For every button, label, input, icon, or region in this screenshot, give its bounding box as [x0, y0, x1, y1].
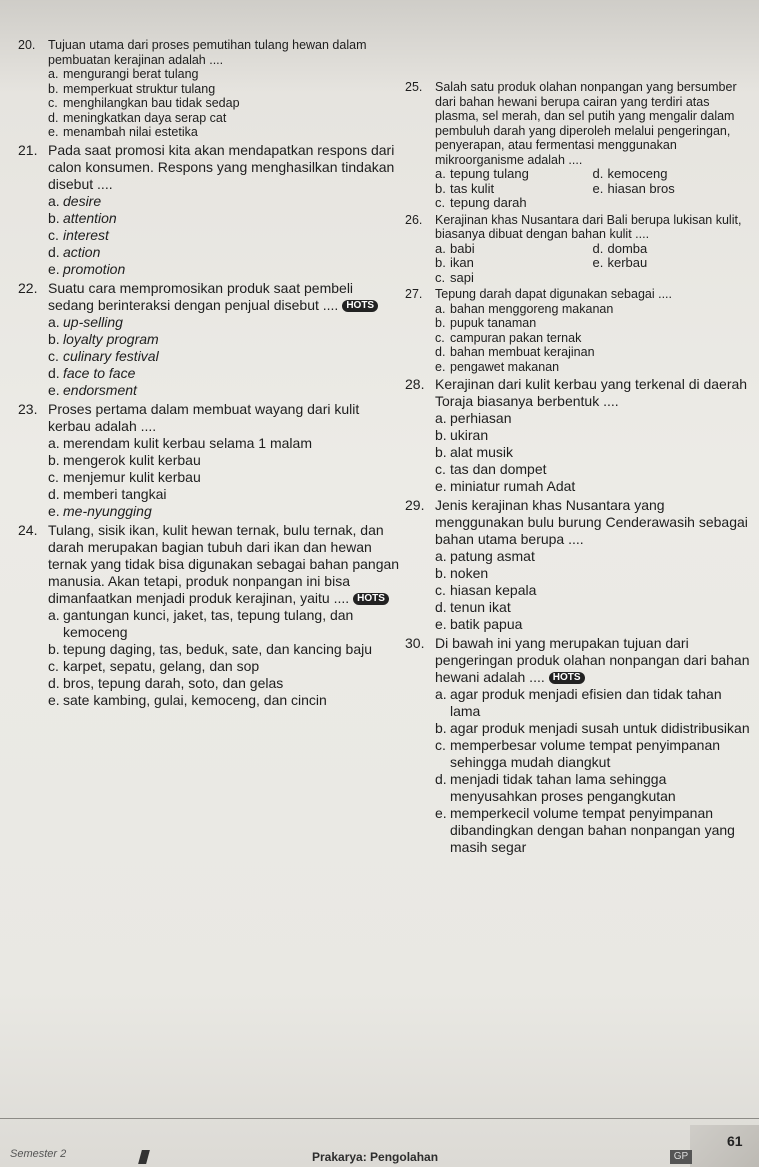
footer-divider	[0, 1118, 759, 1119]
option-letter: b.	[435, 180, 446, 196]
option-text: promotion	[63, 260, 126, 277]
option-letter: c.	[48, 657, 59, 674]
option-letter: e.	[435, 359, 446, 374]
answer-option	[435, 686, 750, 720]
answer-option	[48, 96, 400, 111]
option-text: bahan menggoreng makanan	[450, 301, 614, 316]
question-25	[405, 80, 750, 211]
option-letter: a.	[48, 313, 60, 330]
option-letter: a.	[435, 240, 446, 256]
question-number: 27.	[405, 287, 423, 301]
option-letter: c.	[435, 269, 446, 285]
answer-options	[18, 607, 400, 709]
left-column	[18, 38, 400, 711]
option-letter: a.	[48, 434, 60, 451]
option-text: pupuk tanaman	[450, 316, 537, 330]
option-text: action	[63, 243, 101, 260]
question-stem	[18, 280, 400, 314]
option-text: mengurangi berat tulang	[63, 67, 199, 81]
option-letter: b.	[435, 427, 447, 443]
question-text-content: Salah satu produk olahan nonpangan yang bersumber dari bahan hewani berupa cairan yang terdiri atas plasma, sel merah, dan sel putih yang mengalir dalam pembuluh darah yang diperoleh melalui pengeringan, penyerapan, atau fermentasi menggunakan mikroorganisme adalah ....	[435, 80, 737, 167]
option-letter: c.	[48, 226, 59, 243]
question-text-content: Pada saat promosi kita akan mendapatkan respons dari calon konsumen. Respons yang menghasilkan tindakan disebut ....	[48, 141, 395, 192]
option-text: agar produk menjadi efisien dan tidak tahan lama	[450, 686, 722, 719]
option-text: batik papua	[450, 616, 523, 632]
answer-option	[48, 244, 400, 261]
option-letter: c.	[48, 347, 59, 364]
question-text	[435, 497, 750, 548]
answer-option	[593, 256, 751, 271]
option-letter: d.	[48, 364, 60, 381]
hots-badge: HOTS	[342, 300, 378, 312]
question-number: 26.	[405, 212, 423, 227]
option-text: memperkuat struktur tulang	[63, 81, 216, 96]
option-text: miniatur rumah Adat	[450, 478, 576, 494]
question-stem	[405, 287, 750, 302]
answer-options	[405, 686, 750, 856]
question-number: 20.	[18, 38, 36, 52]
option-letter: a.	[435, 301, 446, 316]
option-text: kemoceng	[607, 166, 668, 181]
question-text	[48, 142, 400, 193]
option-text: menambah nilai estetika	[63, 125, 198, 139]
option-text: endorsment	[63, 381, 137, 398]
answer-options	[18, 314, 400, 399]
answer-options	[18, 193, 400, 278]
answer-option	[435, 565, 750, 582]
answer-option	[435, 331, 750, 346]
question-28	[405, 376, 750, 495]
option-text: tepung daging, tas, beduk, sate, dan kancing baju	[63, 640, 373, 657]
option-text: campuran pakan ternak	[450, 330, 582, 345]
option-letter: e.	[48, 125, 59, 139]
option-letter: b.	[48, 81, 59, 96]
option-letter: c.	[435, 582, 446, 598]
question-number: 22.	[18, 279, 38, 296]
option-text: patung asmat	[450, 548, 535, 564]
question-number: 30.	[405, 635, 425, 651]
answer-option	[435, 737, 750, 771]
option-text: hiasan bros	[607, 180, 675, 196]
answer-options	[405, 302, 750, 375]
answer-option	[435, 548, 750, 565]
question-27	[405, 287, 750, 374]
option-letter: e.	[435, 616, 447, 632]
answer-option	[48, 193, 400, 210]
question-24	[18, 522, 400, 709]
question-text-content: Kerajinan dari kulit kerbau yang terkenal di daerah Toraja biasanya berbentuk ....	[435, 376, 748, 409]
option-letter: c.	[435, 330, 445, 345]
option-text: hiasan kepala	[450, 582, 537, 598]
option-text: domba	[607, 240, 648, 256]
option-text: gantungan kunci, jaket, tas, tepung tulang, dan kemoceng	[63, 606, 354, 640]
question-text-content: Tepung darah dapat digunakan sebagai ....	[435, 287, 672, 301]
option-letter: e.	[592, 255, 604, 270]
answer-option	[48, 469, 400, 486]
option-letter: a.	[435, 686, 447, 702]
question-stem	[405, 213, 750, 242]
question-text-content: Tulang, sisik ikan, kulit hewan ternak, bulu ternak, dan darah merupakan bagian tubuh dari ikan dan hewan ternak yang tidak bisa digunakan sebagai bahan pangan manusia. Akan tetapi, produk nonpangan ini bisa dimanfaatkan menjadi produk kerajinan, yaitu ....	[48, 521, 400, 606]
question-26	[405, 213, 750, 286]
option-text: menjemur kulit kerbau	[63, 468, 201, 485]
option-letter: d.	[48, 110, 59, 125]
option-letter: d.	[48, 485, 60, 502]
answer-option	[48, 348, 400, 365]
answer-option	[48, 314, 400, 331]
option-letter: d.	[48, 674, 60, 691]
question-stem	[18, 142, 400, 193]
answer-option	[435, 316, 750, 331]
option-letter: e.	[48, 381, 60, 398]
option-letter: b.	[48, 330, 60, 347]
question-stem	[405, 376, 750, 410]
option-letter: b.	[435, 444, 447, 460]
option-text: tas dan dompet	[450, 461, 547, 477]
question-text-content: Jenis kerajinan khas Nusantara yang menggunakan bulu burung Cenderawasih sebagai bahan utama berupa ....	[435, 497, 748, 547]
option-letter: d.	[592, 240, 604, 256]
question-stem	[405, 80, 750, 167]
option-letter: d.	[435, 599, 447, 615]
option-text: agar produk menjadi susah untuk didistribusikan	[450, 720, 750, 736]
option-text: memberi tangkai	[63, 485, 167, 502]
answer-option	[48, 692, 400, 709]
answer-option	[435, 271, 593, 286]
answer-option	[48, 82, 400, 97]
question-text	[435, 635, 750, 686]
option-text: desire	[63, 192, 102, 209]
answer-options	[405, 548, 750, 633]
question-text	[48, 280, 400, 314]
option-text: pengawet makanan	[450, 359, 560, 374]
answer-options	[405, 410, 750, 495]
option-letter: b.	[435, 565, 447, 581]
option-text: memperbesar volume tempat penyimpanan sehingga mudah diangkut	[450, 737, 721, 770]
footer-semester: Semester 2	[10, 1148, 67, 1160]
hots-badge: HOTS	[353, 593, 389, 605]
answer-option	[48, 641, 400, 658]
answer-option	[48, 227, 400, 244]
question-number: 25.	[405, 80, 423, 94]
option-letter: d.	[48, 243, 60, 260]
option-text: interest	[63, 226, 109, 243]
answer-option	[48, 67, 400, 82]
option-text: merendam kulit kerbau selama 1 malam	[63, 434, 312, 451]
question-stem	[405, 497, 750, 548]
answer-option	[48, 658, 400, 675]
option-letter: b.	[48, 209, 60, 226]
option-text: babi	[450, 240, 475, 256]
answer-option	[435, 720, 750, 737]
answer-options	[18, 67, 400, 140]
question-stem	[18, 401, 400, 435]
question-number: 23.	[18, 400, 38, 417]
option-letter: c.	[435, 195, 446, 210]
answer-option	[435, 242, 593, 257]
option-letter: a.	[435, 548, 447, 564]
question-text	[435, 80, 750, 167]
answer-option	[593, 242, 751, 257]
option-letter: c.	[48, 468, 59, 485]
option-letter: b.	[435, 720, 447, 736]
footer-decoration-mark	[138, 1150, 150, 1164]
answer-option	[435, 302, 750, 317]
option-text: bros, tepung darah, soto, dan gelas	[63, 674, 284, 691]
answer-option	[48, 261, 400, 278]
option-text: sate kambing, gulai, kemoceng, dan cincin	[63, 691, 327, 708]
option-text: menjadi tidak tahan lama sehingga menyusahkan proses pengangkutan	[450, 771, 676, 804]
question-23	[18, 401, 400, 520]
option-text: noken	[450, 565, 489, 581]
page-corner-decoration	[690, 1125, 759, 1167]
answer-option	[48, 382, 400, 399]
option-text: mengerok kulit kerbau	[63, 451, 201, 468]
option-letter: c.	[435, 461, 446, 477]
question-text	[48, 38, 400, 67]
option-letter: e.	[435, 805, 447, 821]
option-letter: c.	[48, 96, 58, 110]
answer-option	[48, 125, 400, 140]
option-text: kerbau	[607, 255, 648, 270]
answer-option	[435, 410, 750, 427]
option-letter: d.	[435, 771, 447, 787]
question-21	[18, 142, 400, 278]
question-29	[405, 497, 750, 633]
option-letter: c.	[435, 737, 446, 753]
option-text: memperkecil volume tempat penyimpanan dibandingkan dengan bahan nonpangan yang masih segar	[450, 805, 735, 855]
question-text-content: Di bawah ini yang merupakan tujuan dari pengeringan produk olahan nonpangan dari bahan hewani adalah ....	[435, 635, 750, 685]
answer-option	[435, 196, 593, 211]
option-text: tas kulit	[450, 180, 495, 196]
footer-gp-logo: GP	[670, 1150, 692, 1164]
answer-options	[405, 167, 750, 211]
answer-option	[48, 503, 400, 520]
answer-option	[435, 345, 750, 360]
question-text-content: Proses pertama dalam membuat wayang dari kulit kerbau adalah ....	[48, 400, 360, 434]
option-letter: d.	[592, 166, 604, 181]
question-number: 24.	[18, 521, 38, 538]
hots-badge: HOTS	[549, 672, 585, 684]
option-text: bahan membuat kerajinan	[450, 345, 595, 359]
option-letter: e.	[48, 691, 60, 708]
option-letter: a.	[435, 410, 447, 426]
option-text: me-nyungging	[63, 502, 152, 519]
question-text	[435, 376, 750, 410]
question-stem	[18, 38, 400, 67]
answer-option	[48, 365, 400, 382]
answer-option	[435, 599, 750, 616]
option-text: ikan	[450, 255, 474, 270]
question-text	[435, 213, 750, 242]
option-text: alat musik	[450, 444, 514, 460]
right-column	[405, 80, 750, 858]
option-letter: b.	[48, 640, 60, 657]
option-letter: b.	[435, 316, 446, 330]
option-text: tepung tulang	[450, 166, 529, 181]
answer-option	[435, 461, 750, 478]
footer-book-title: Prakarya: Pengolahan	[312, 1150, 439, 1164]
option-text: tepung darah	[450, 195, 527, 210]
question-stem	[18, 522, 400, 607]
option-text: ukiran	[450, 427, 489, 443]
question-text-content: Suatu cara mempromosikan produk saat pembeli sedang berinteraksi dengan penjual disebut ....	[48, 279, 354, 313]
question-text	[48, 401, 400, 435]
answer-option	[48, 607, 400, 641]
option-text: culinary festival	[63, 347, 159, 364]
answer-option	[593, 167, 751, 182]
option-letter: a.	[435, 166, 446, 181]
answer-option	[48, 210, 400, 227]
answer-option	[435, 182, 593, 197]
question-text	[48, 522, 400, 607]
question-30	[405, 635, 750, 856]
answer-option	[435, 256, 593, 271]
option-letter: e.	[48, 502, 60, 519]
answer-options	[18, 435, 400, 520]
question-text	[435, 287, 750, 302]
answer-option	[435, 444, 750, 461]
question-text-content: Tujuan utama dari proses pemutihan tulang hewan dalam pembuatan kerajinan adalah ....	[48, 38, 367, 67]
answer-option	[435, 360, 750, 375]
option-letter: e.	[592, 180, 604, 196]
question-text-content: Kerajinan khas Nusantara dari Bali berupa lukisan kulit, biasanya dibuat dengan bahan kulit ....	[435, 212, 742, 241]
answer-option	[435, 478, 750, 495]
option-text: sapi	[450, 269, 474, 285]
option-letter: b.	[435, 255, 446, 270]
answer-option	[48, 435, 400, 452]
option-text: tenun ikat	[450, 599, 511, 615]
option-text: meningkatkan daya serap cat	[63, 110, 227, 125]
option-letter: b.	[48, 451, 60, 468]
option-text: attention	[63, 209, 117, 226]
option-letter: a.	[48, 67, 59, 81]
option-text: face to face	[63, 364, 136, 381]
option-letter: d.	[435, 345, 446, 359]
option-letter: e.	[48, 260, 60, 277]
option-letter: a.	[48, 192, 60, 209]
answer-option	[48, 486, 400, 503]
question-22	[18, 280, 400, 399]
answer-option	[48, 111, 400, 126]
question-stem	[405, 635, 750, 686]
answer-option	[48, 675, 400, 692]
answer-option	[593, 182, 751, 197]
answer-option	[435, 167, 593, 182]
question-number: 28.	[405, 376, 425, 392]
answer-option	[48, 452, 400, 469]
answer-option	[435, 582, 750, 599]
option-text: menghilangkan bau tidak sedap	[63, 96, 240, 110]
question-number: 29.	[405, 497, 425, 513]
option-text: perhiasan	[450, 410, 512, 426]
answer-option	[48, 331, 400, 348]
answer-options	[405, 242, 750, 286]
question-20	[18, 38, 400, 140]
option-text: up-selling	[63, 313, 123, 330]
answer-option	[435, 616, 750, 633]
answer-option	[435, 805, 750, 856]
option-letter: a.	[48, 606, 60, 623]
option-letter: e.	[435, 478, 447, 494]
option-text: loyalty program	[63, 330, 159, 347]
answer-option	[435, 771, 750, 805]
answer-option	[435, 427, 750, 444]
page-number: 61	[727, 1133, 743, 1149]
question-number: 21.	[18, 141, 38, 158]
option-text: karpet, sepatu, gelang, dan sop	[63, 657, 260, 674]
